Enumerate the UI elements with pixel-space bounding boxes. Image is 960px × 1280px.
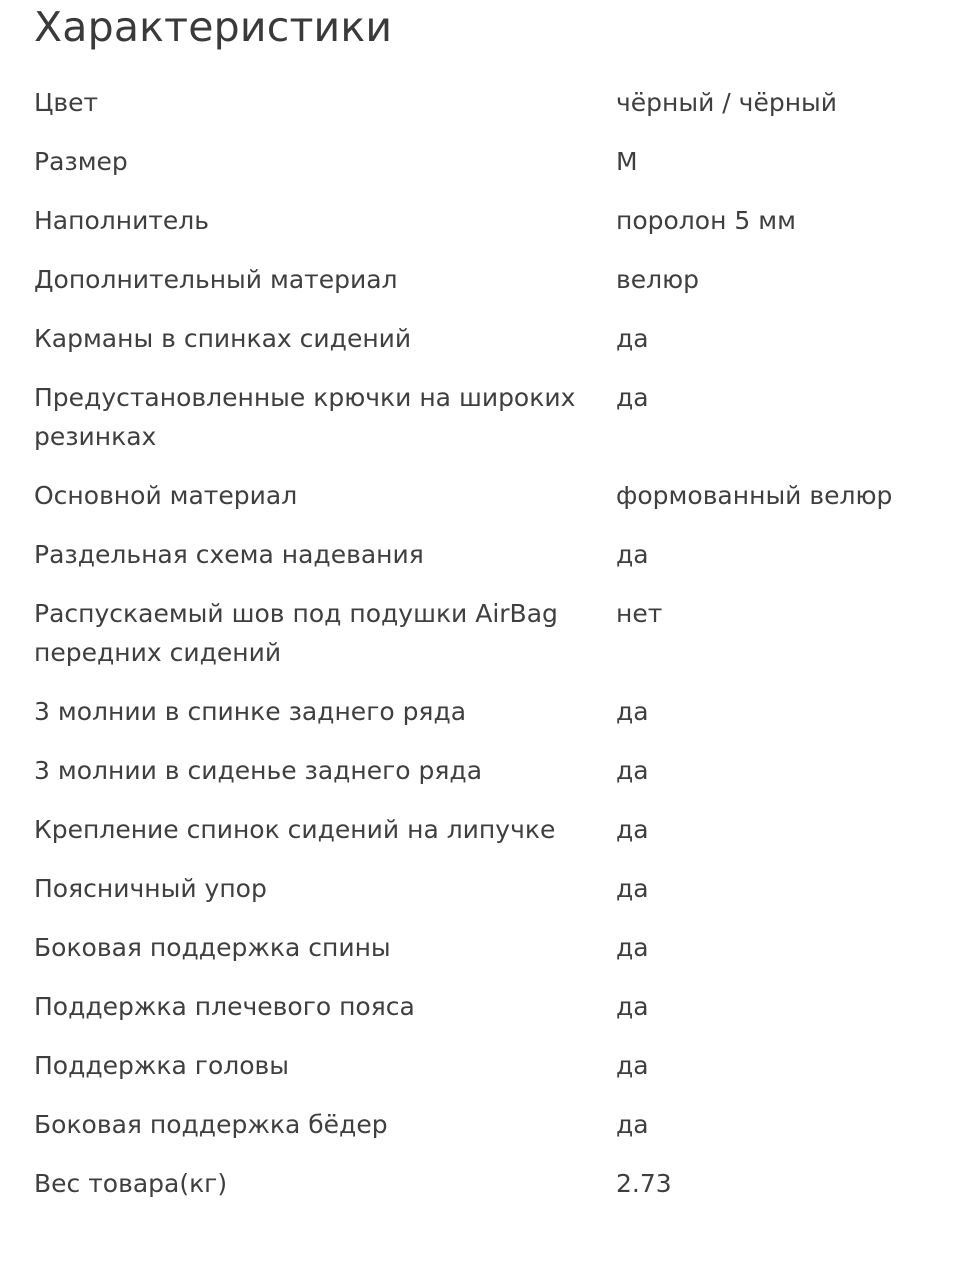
spec-value: да <box>616 540 649 569</box>
spec-label: Дополнительный материал <box>34 265 398 294</box>
spec-value: да <box>616 933 649 962</box>
specs-list <box>34 83 934 1203</box>
spec-value: M <box>616 147 638 176</box>
spec-label: Боковая поддержка спины <box>34 933 391 962</box>
spec-label: Поддержка плечевого пояса <box>34 992 415 1021</box>
spec-value: да <box>616 1110 649 1139</box>
spec-label: Поясничный упор <box>34 874 267 903</box>
spec-label: 3 молнии в спинке заднего ряда <box>34 697 467 726</box>
spec-value: 2.73 <box>616 1169 672 1198</box>
spec-label: Карманы в спинках сидений <box>34 324 412 353</box>
spec-row <box>34 260 934 299</box>
spec-value: да <box>616 383 649 412</box>
spec-row <box>34 142 934 181</box>
spec-label: Раздельная схема надевания <box>34 540 424 569</box>
spec-value: нет <box>616 599 663 628</box>
spec-label: Размер <box>34 147 128 176</box>
spec-row <box>34 319 934 358</box>
spec-row <box>34 1164 934 1203</box>
spec-value: да <box>616 1051 649 1080</box>
spec-row <box>34 594 934 672</box>
spec-row <box>34 1046 934 1085</box>
spec-row <box>34 1105 934 1144</box>
spec-label: Основной материал <box>34 481 298 510</box>
spec-value: чёрный / чёрный <box>616 88 838 117</box>
spec-label: Предустановленные крючки на широких резинках <box>34 383 576 451</box>
spec-label: Цвет <box>34 88 99 117</box>
spec-row <box>34 869 934 908</box>
spec-row <box>34 810 934 849</box>
spec-row <box>34 83 934 122</box>
spec-label: 3 молнии в сиденье заднего ряда <box>34 756 483 785</box>
spec-label: Крепление спинок сидений на липучке <box>34 815 556 844</box>
spec-value: да <box>616 697 649 726</box>
spec-row <box>34 928 934 967</box>
spec-value: да <box>616 756 649 785</box>
spec-value: велюр <box>616 265 700 294</box>
spec-row <box>34 535 934 574</box>
spec-value: да <box>616 992 649 1021</box>
spec-row <box>34 378 934 456</box>
spec-label: Боковая поддержка бёдер <box>34 1110 388 1139</box>
spec-value: да <box>616 874 649 903</box>
spec-row <box>34 751 934 790</box>
spec-row <box>34 476 934 515</box>
spec-label: Распускаемый шов под подушки AirBag передних сидений <box>34 599 558 667</box>
spec-value: поролон 5 мм <box>616 206 796 235</box>
section-title: Характеристики <box>34 3 393 51</box>
spec-value: да <box>616 324 649 353</box>
spec-label: Поддержка головы <box>34 1051 289 1080</box>
spec-label: Вес товара(кг) <box>34 1169 228 1198</box>
spec-row <box>34 201 934 240</box>
spec-label: Наполнитель <box>34 206 209 235</box>
spec-row <box>34 987 934 1026</box>
characteristics-section <box>34 0 934 1223</box>
spec-value: формованный велюр <box>616 481 893 510</box>
spec-value: да <box>616 815 649 844</box>
spec-row <box>34 692 934 731</box>
